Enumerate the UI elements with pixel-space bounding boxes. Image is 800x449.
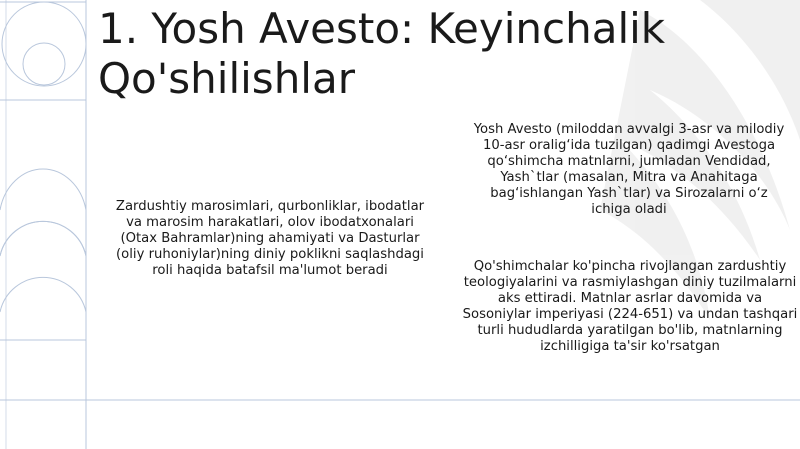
right-text-block-1: Yosh Avesto (miloddan avvalgi 3-asr va milodiy 10-asr oralig‘ida tuzilgan) qadimgi Avestoga qo‘shimcha matnlarni, jumladan Vendidad, Yash`tlar (masalan, Mitra va Anahitaga bag‘ishlangan Yash`tlar) va Sirozalarni o‘z ichiga oladi <box>473 122 785 217</box>
left-text-block: Zardushtiy marosimlari, qurbonliklar, ibodatlar va marosim harakatlari, olov ibodatxonalari (Otax Bahramlar)ning ahamiyati va Dasturlar (oliy ruhoniylar)ning diniy poklikni saqlashdagi roli haqida batafsil ma'lumot beradi <box>115 199 425 278</box>
arc-lower <box>0 277 86 312</box>
slide-title: 1. Yosh Avesto: Keyinchalik Qo'shilishlar <box>98 4 666 103</box>
arc-middle <box>0 221 86 256</box>
circle-small-top <box>23 43 65 85</box>
right-text-block-2: Qo'shimchalar ko'pincha rivojlangan zardushtiy teologiyalarini va rasmiylashgan diniy tuzilmalarni aks ettiradi. Matnlar asrlar davomida va Sosoniylar imperiyasi (224-651) va undan tashqari turli hududlarda yaratilgan bo'lib, matnlarning izchilligiga ta'sir ko'rsatgan <box>462 259 798 354</box>
arc-upper <box>0 221 86 256</box>
circle-large-top <box>2 2 86 86</box>
arc-top-of-middle <box>0 169 86 210</box>
